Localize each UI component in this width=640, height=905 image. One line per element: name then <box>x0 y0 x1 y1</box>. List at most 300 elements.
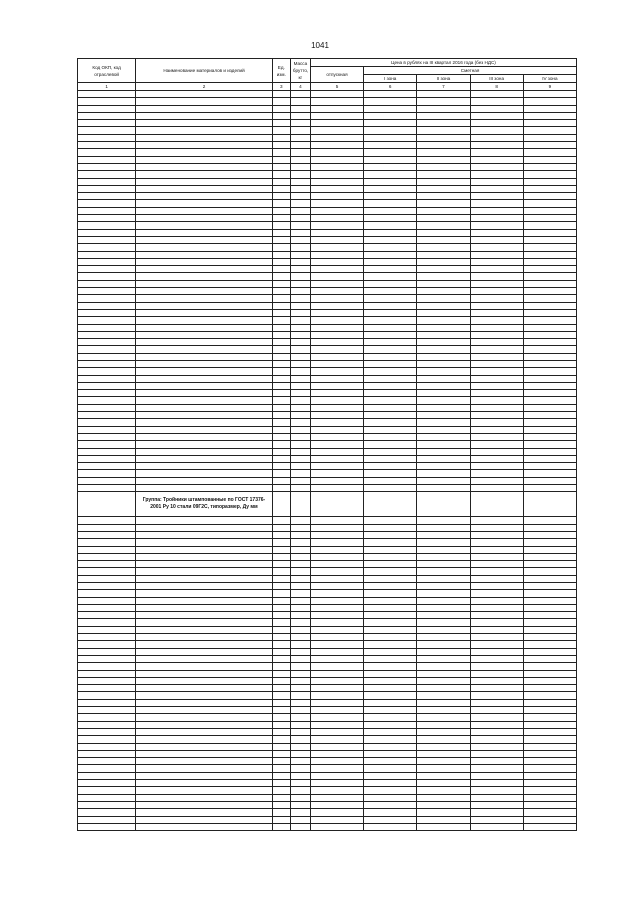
cell-zone3 <box>470 463 523 470</box>
cell-zone2 <box>417 604 470 611</box>
cell-zone2 <box>417 163 470 170</box>
cell-name <box>136 120 273 127</box>
cell-name <box>136 375 273 382</box>
cell-release <box>310 266 363 273</box>
cell-zone4 <box>523 604 576 611</box>
cell-zone1 <box>364 185 417 192</box>
table-row <box>78 626 577 633</box>
cell-zone3 <box>470 780 523 787</box>
table-row <box>78 178 577 185</box>
table-row <box>78 105 577 112</box>
cell-name <box>136 823 273 830</box>
cell-zone2 <box>417 801 470 808</box>
cell-release <box>310 728 363 735</box>
cell-release <box>310 685 363 692</box>
cell-code <box>78 463 136 470</box>
cell-zone4 <box>523 339 576 346</box>
cell-zone4 <box>523 324 576 331</box>
cell-zone2 <box>417 634 470 641</box>
cell-code <box>78 721 136 728</box>
cell-code <box>78 426 136 433</box>
cell-name <box>136 714 273 721</box>
cell-mass <box>290 448 310 455</box>
cell-zone1 <box>364 368 417 375</box>
section-empty-cell <box>364 492 417 517</box>
cell-zone4 <box>523 641 576 648</box>
cell-unit <box>272 134 290 141</box>
cell-release <box>310 244 363 251</box>
cell-zone2 <box>417 575 470 582</box>
cell-mass <box>290 539 310 546</box>
cell-mass <box>290 368 310 375</box>
cell-zone2 <box>417 426 470 433</box>
header-name: Наименование материалов и изделий <box>136 59 273 83</box>
cell-zone2 <box>417 251 470 258</box>
cell-name <box>136 222 273 229</box>
table-row <box>78 200 577 207</box>
cell-mass <box>290 597 310 604</box>
cell-zone2 <box>417 419 470 426</box>
cell-unit <box>272 583 290 590</box>
cell-code <box>78 193 136 200</box>
cell-zone4 <box>523 375 576 382</box>
cell-zone3 <box>470 353 523 360</box>
cell-zone2 <box>417 207 470 214</box>
cell-release <box>310 743 363 750</box>
table-row <box>78 295 577 302</box>
cell-zone2 <box>417 539 470 546</box>
cell-name <box>136 382 273 389</box>
cell-zone4 <box>523 590 576 597</box>
cell-zone1 <box>364 648 417 655</box>
cell-unit <box>272 244 290 251</box>
cell-zone2 <box>417 750 470 757</box>
table-row <box>78 677 577 684</box>
cell-zone4 <box>523 626 576 633</box>
cell-code <box>78 699 136 706</box>
cell-code <box>78 346 136 353</box>
cell-mass <box>290 280 310 287</box>
cell-mass <box>290 251 310 258</box>
cell-zone3 <box>470 280 523 287</box>
cell-unit <box>272 561 290 568</box>
cell-zone3 <box>470 728 523 735</box>
cell-mass <box>290 524 310 531</box>
cell-zone3 <box>470 823 523 830</box>
cell-mass <box>290 780 310 787</box>
cell-code <box>78 280 136 287</box>
cell-name <box>136 485 273 492</box>
cell-zone2 <box>417 178 470 185</box>
cell-zone2 <box>417 780 470 787</box>
cell-name <box>136 590 273 597</box>
cell-code <box>78 794 136 801</box>
cell-mass <box>290 215 310 222</box>
cell-code <box>78 149 136 156</box>
section-empty-cell <box>523 492 576 517</box>
cell-zone4 <box>523 597 576 604</box>
cell-release <box>310 648 363 655</box>
cell-zone3 <box>470 597 523 604</box>
cell-mass <box>290 743 310 750</box>
cell-name <box>136 258 273 265</box>
cell-unit <box>272 575 290 582</box>
cell-zone4 <box>523 750 576 757</box>
cell-code <box>78 553 136 560</box>
cell-release <box>310 612 363 619</box>
table-row <box>78 207 577 214</box>
cell-name <box>136 324 273 331</box>
cell-mass <box>290 339 310 346</box>
cell-zone3 <box>470 404 523 411</box>
cell-release <box>310 590 363 597</box>
cell-code <box>78 412 136 419</box>
cell-unit <box>272 794 290 801</box>
cell-release <box>310 273 363 280</box>
table-row <box>78 433 577 440</box>
cell-name <box>136 426 273 433</box>
cell-zone1 <box>364 816 417 823</box>
cell-code <box>78 353 136 360</box>
cell-code <box>78 229 136 236</box>
cell-release <box>310 156 363 163</box>
cell-unit <box>272 360 290 367</box>
cell-zone3 <box>470 736 523 743</box>
cell-code <box>78 215 136 222</box>
cell-release <box>310 149 363 156</box>
table-row <box>78 670 577 677</box>
cell-zone3 <box>470 583 523 590</box>
cell-zone4 <box>523 553 576 560</box>
cell-zone2 <box>417 390 470 397</box>
cell-code <box>78 597 136 604</box>
cell-mass <box>290 455 310 462</box>
table-row <box>78 448 577 455</box>
cell-unit <box>272 823 290 830</box>
cell-mass <box>290 553 310 560</box>
cell-zone2 <box>417 120 470 127</box>
cell-zone1 <box>364 280 417 287</box>
cell-code <box>78 612 136 619</box>
cell-unit <box>272 685 290 692</box>
cell-unit <box>272 375 290 382</box>
header-zone-3: III зона <box>470 75 523 83</box>
cell-zone3 <box>470 215 523 222</box>
cell-zone4 <box>523 222 576 229</box>
cell-code <box>78 670 136 677</box>
cell-zone1 <box>364 353 417 360</box>
cell-zone1 <box>364 382 417 389</box>
cell-mass <box>290 346 310 353</box>
table-row <box>78 780 577 787</box>
table-row <box>78 339 577 346</box>
cell-unit <box>272 772 290 779</box>
cell-code <box>78 397 136 404</box>
cell-zone4 <box>523 714 576 721</box>
cell-mass <box>290 809 310 816</box>
cell-zone3 <box>470 368 523 375</box>
cell-unit <box>272 127 290 134</box>
section-row <box>78 492 577 517</box>
cell-zone2 <box>417 677 470 684</box>
table-row <box>78 134 577 141</box>
cell-release <box>310 309 363 316</box>
cell-name <box>136 561 273 568</box>
cell-release <box>310 816 363 823</box>
cell-zone2 <box>417 809 470 816</box>
section-code-cell <box>78 492 136 517</box>
column-number: 8 <box>470 83 523 91</box>
cell-name <box>136 448 273 455</box>
cell-zone1 <box>364 207 417 214</box>
cell-release <box>310 823 363 830</box>
cell-mass <box>290 619 310 626</box>
cell-zone4 <box>523 463 576 470</box>
cell-release <box>310 105 363 112</box>
cell-name <box>136 149 273 156</box>
cell-unit <box>272 721 290 728</box>
cell-zone1 <box>364 590 417 597</box>
cell-mass <box>290 324 310 331</box>
table-row <box>78 309 577 316</box>
cell-name <box>136 455 273 462</box>
cell-zone2 <box>417 663 470 670</box>
cell-code <box>78 134 136 141</box>
cell-zone1 <box>364 390 417 397</box>
cell-zone1 <box>364 485 417 492</box>
cell-zone4 <box>523 229 576 236</box>
cell-unit <box>272 809 290 816</box>
cell-release <box>310 433 363 440</box>
header-release-price: отпускная <box>310 67 363 83</box>
cell-zone3 <box>470 772 523 779</box>
cell-unit <box>272 619 290 626</box>
cell-code <box>78 546 136 553</box>
cell-code <box>78 604 136 611</box>
cell-zone2 <box>417 583 470 590</box>
section-title: Группа: Тройники штампованные по ГОСТ 17376-2001 Ру 10 стали 09Г2С, типоразмер, Ду мм <box>136 492 273 517</box>
cell-unit <box>272 346 290 353</box>
cell-release <box>310 404 363 411</box>
price-table <box>77 58 577 831</box>
cell-zone3 <box>470 470 523 477</box>
cell-mass <box>290 222 310 229</box>
cell-zone3 <box>470 641 523 648</box>
cell-code <box>78 112 136 119</box>
table-row <box>78 258 577 265</box>
cell-zone4 <box>523 568 576 575</box>
cell-code <box>78 568 136 575</box>
table-row <box>78 215 577 222</box>
cell-unit <box>272 743 290 750</box>
cell-zone3 <box>470 331 523 338</box>
cell-release <box>310 758 363 765</box>
cell-zone1 <box>364 714 417 721</box>
cell-zone4 <box>523 441 576 448</box>
table-row <box>78 663 577 670</box>
cell-name <box>136 163 273 170</box>
cell-zone3 <box>470 517 523 524</box>
cell-zone2 <box>417 266 470 273</box>
cell-mass <box>290 91 310 98</box>
cell-name <box>136 441 273 448</box>
cell-code <box>78 823 136 830</box>
cell-zone4 <box>523 561 576 568</box>
table-row <box>78 539 577 546</box>
cell-release <box>310 736 363 743</box>
cell-zone4 <box>523 809 576 816</box>
cell-zone3 <box>470 266 523 273</box>
cell-zone2 <box>417 626 470 633</box>
cell-zone2 <box>417 324 470 331</box>
cell-name <box>136 721 273 728</box>
cell-zone3 <box>470 524 523 531</box>
cell-name <box>136 433 273 440</box>
cell-zone2 <box>417 463 470 470</box>
cell-release <box>310 280 363 287</box>
cell-zone1 <box>364 685 417 692</box>
cell-name <box>136 634 273 641</box>
cell-zone2 <box>417 448 470 455</box>
cell-unit <box>272 455 290 462</box>
cell-mass <box>290 604 310 611</box>
cell-release <box>310 215 363 222</box>
cell-zone3 <box>470 794 523 801</box>
table-row <box>78 156 577 163</box>
cell-zone3 <box>470 801 523 808</box>
cell-zone1 <box>364 229 417 236</box>
cell-zone3 <box>470 127 523 134</box>
table-row <box>78 229 577 236</box>
cell-name <box>136 397 273 404</box>
cell-zone1 <box>364 575 417 582</box>
cell-code <box>78 441 136 448</box>
cell-code <box>78 433 136 440</box>
cell-release <box>310 236 363 243</box>
cell-mass <box>290 728 310 735</box>
cell-zone4 <box>523 531 576 538</box>
cell-zone2 <box>417 375 470 382</box>
cell-unit <box>272 655 290 662</box>
cell-mass <box>290 685 310 692</box>
cell-unit <box>272 273 290 280</box>
cell-zone3 <box>470 120 523 127</box>
cell-unit <box>272 171 290 178</box>
cell-zone2 <box>417 433 470 440</box>
cell-code <box>78 801 136 808</box>
cell-zone1 <box>364 612 417 619</box>
cell-zone1 <box>364 728 417 735</box>
cell-zone2 <box>417 477 470 484</box>
table-row <box>78 765 577 772</box>
cell-zone2 <box>417 531 470 538</box>
cell-zone4 <box>523 801 576 808</box>
cell-mass <box>290 163 310 170</box>
cell-mass <box>290 699 310 706</box>
table-row <box>78 273 577 280</box>
header-unit: Ед. изм. <box>272 59 290 83</box>
cell-zone3 <box>470 619 523 626</box>
cell-release <box>310 331 363 338</box>
cell-name <box>136 185 273 192</box>
cell-name <box>136 524 273 531</box>
cell-unit <box>272 485 290 492</box>
cell-name <box>136 816 273 823</box>
table-row <box>78 714 577 721</box>
cell-zone3 <box>470 546 523 553</box>
cell-zone1 <box>364 127 417 134</box>
cell-unit <box>272 597 290 604</box>
cell-zone1 <box>364 178 417 185</box>
cell-release <box>310 787 363 794</box>
cell-release <box>310 288 363 295</box>
cell-mass <box>290 692 310 699</box>
table-row <box>78 441 577 448</box>
cell-zone4 <box>523 426 576 433</box>
table-row <box>78 750 577 757</box>
table-row <box>78 120 577 127</box>
table-row <box>78 185 577 192</box>
cell-mass <box>290 663 310 670</box>
cell-release <box>310 185 363 192</box>
cell-zone4 <box>523 149 576 156</box>
cell-zone3 <box>470 448 523 455</box>
cell-zone1 <box>364 441 417 448</box>
cell-zone2 <box>417 185 470 192</box>
cell-unit <box>272 553 290 560</box>
cell-zone2 <box>417 142 470 149</box>
cell-name <box>136 801 273 808</box>
cell-zone2 <box>417 546 470 553</box>
cell-release <box>310 561 363 568</box>
cell-name <box>136 699 273 706</box>
section-empty-cell <box>310 492 363 517</box>
cell-zone1 <box>364 339 417 346</box>
cell-release <box>310 524 363 531</box>
cell-zone3 <box>470 397 523 404</box>
cell-release <box>310 604 363 611</box>
cell-zone2 <box>417 215 470 222</box>
cell-zone1 <box>364 524 417 531</box>
cell-zone2 <box>417 685 470 692</box>
header-zone-2: II зона <box>417 75 470 83</box>
cell-zone2 <box>417 229 470 236</box>
cell-zone4 <box>523 163 576 170</box>
cell-unit <box>272 251 290 258</box>
cell-zone1 <box>364 375 417 382</box>
cell-zone1 <box>364 655 417 662</box>
cell-release <box>310 317 363 324</box>
table-row <box>78 809 577 816</box>
cell-mass <box>290 412 310 419</box>
cell-unit <box>272 419 290 426</box>
cell-zone1 <box>364 539 417 546</box>
cell-name <box>136 765 273 772</box>
cell-zone1 <box>364 222 417 229</box>
cell-code <box>78 765 136 772</box>
cell-unit <box>272 641 290 648</box>
cell-zone3 <box>470 714 523 721</box>
cell-code <box>78 185 136 192</box>
cell-zone4 <box>523 397 576 404</box>
cell-code <box>78 317 136 324</box>
cell-zone1 <box>364 699 417 706</box>
section-empty-cell <box>272 492 290 517</box>
cell-zone3 <box>470 692 523 699</box>
cell-zone2 <box>417 353 470 360</box>
table-row <box>78 236 577 243</box>
table-row <box>78 590 577 597</box>
